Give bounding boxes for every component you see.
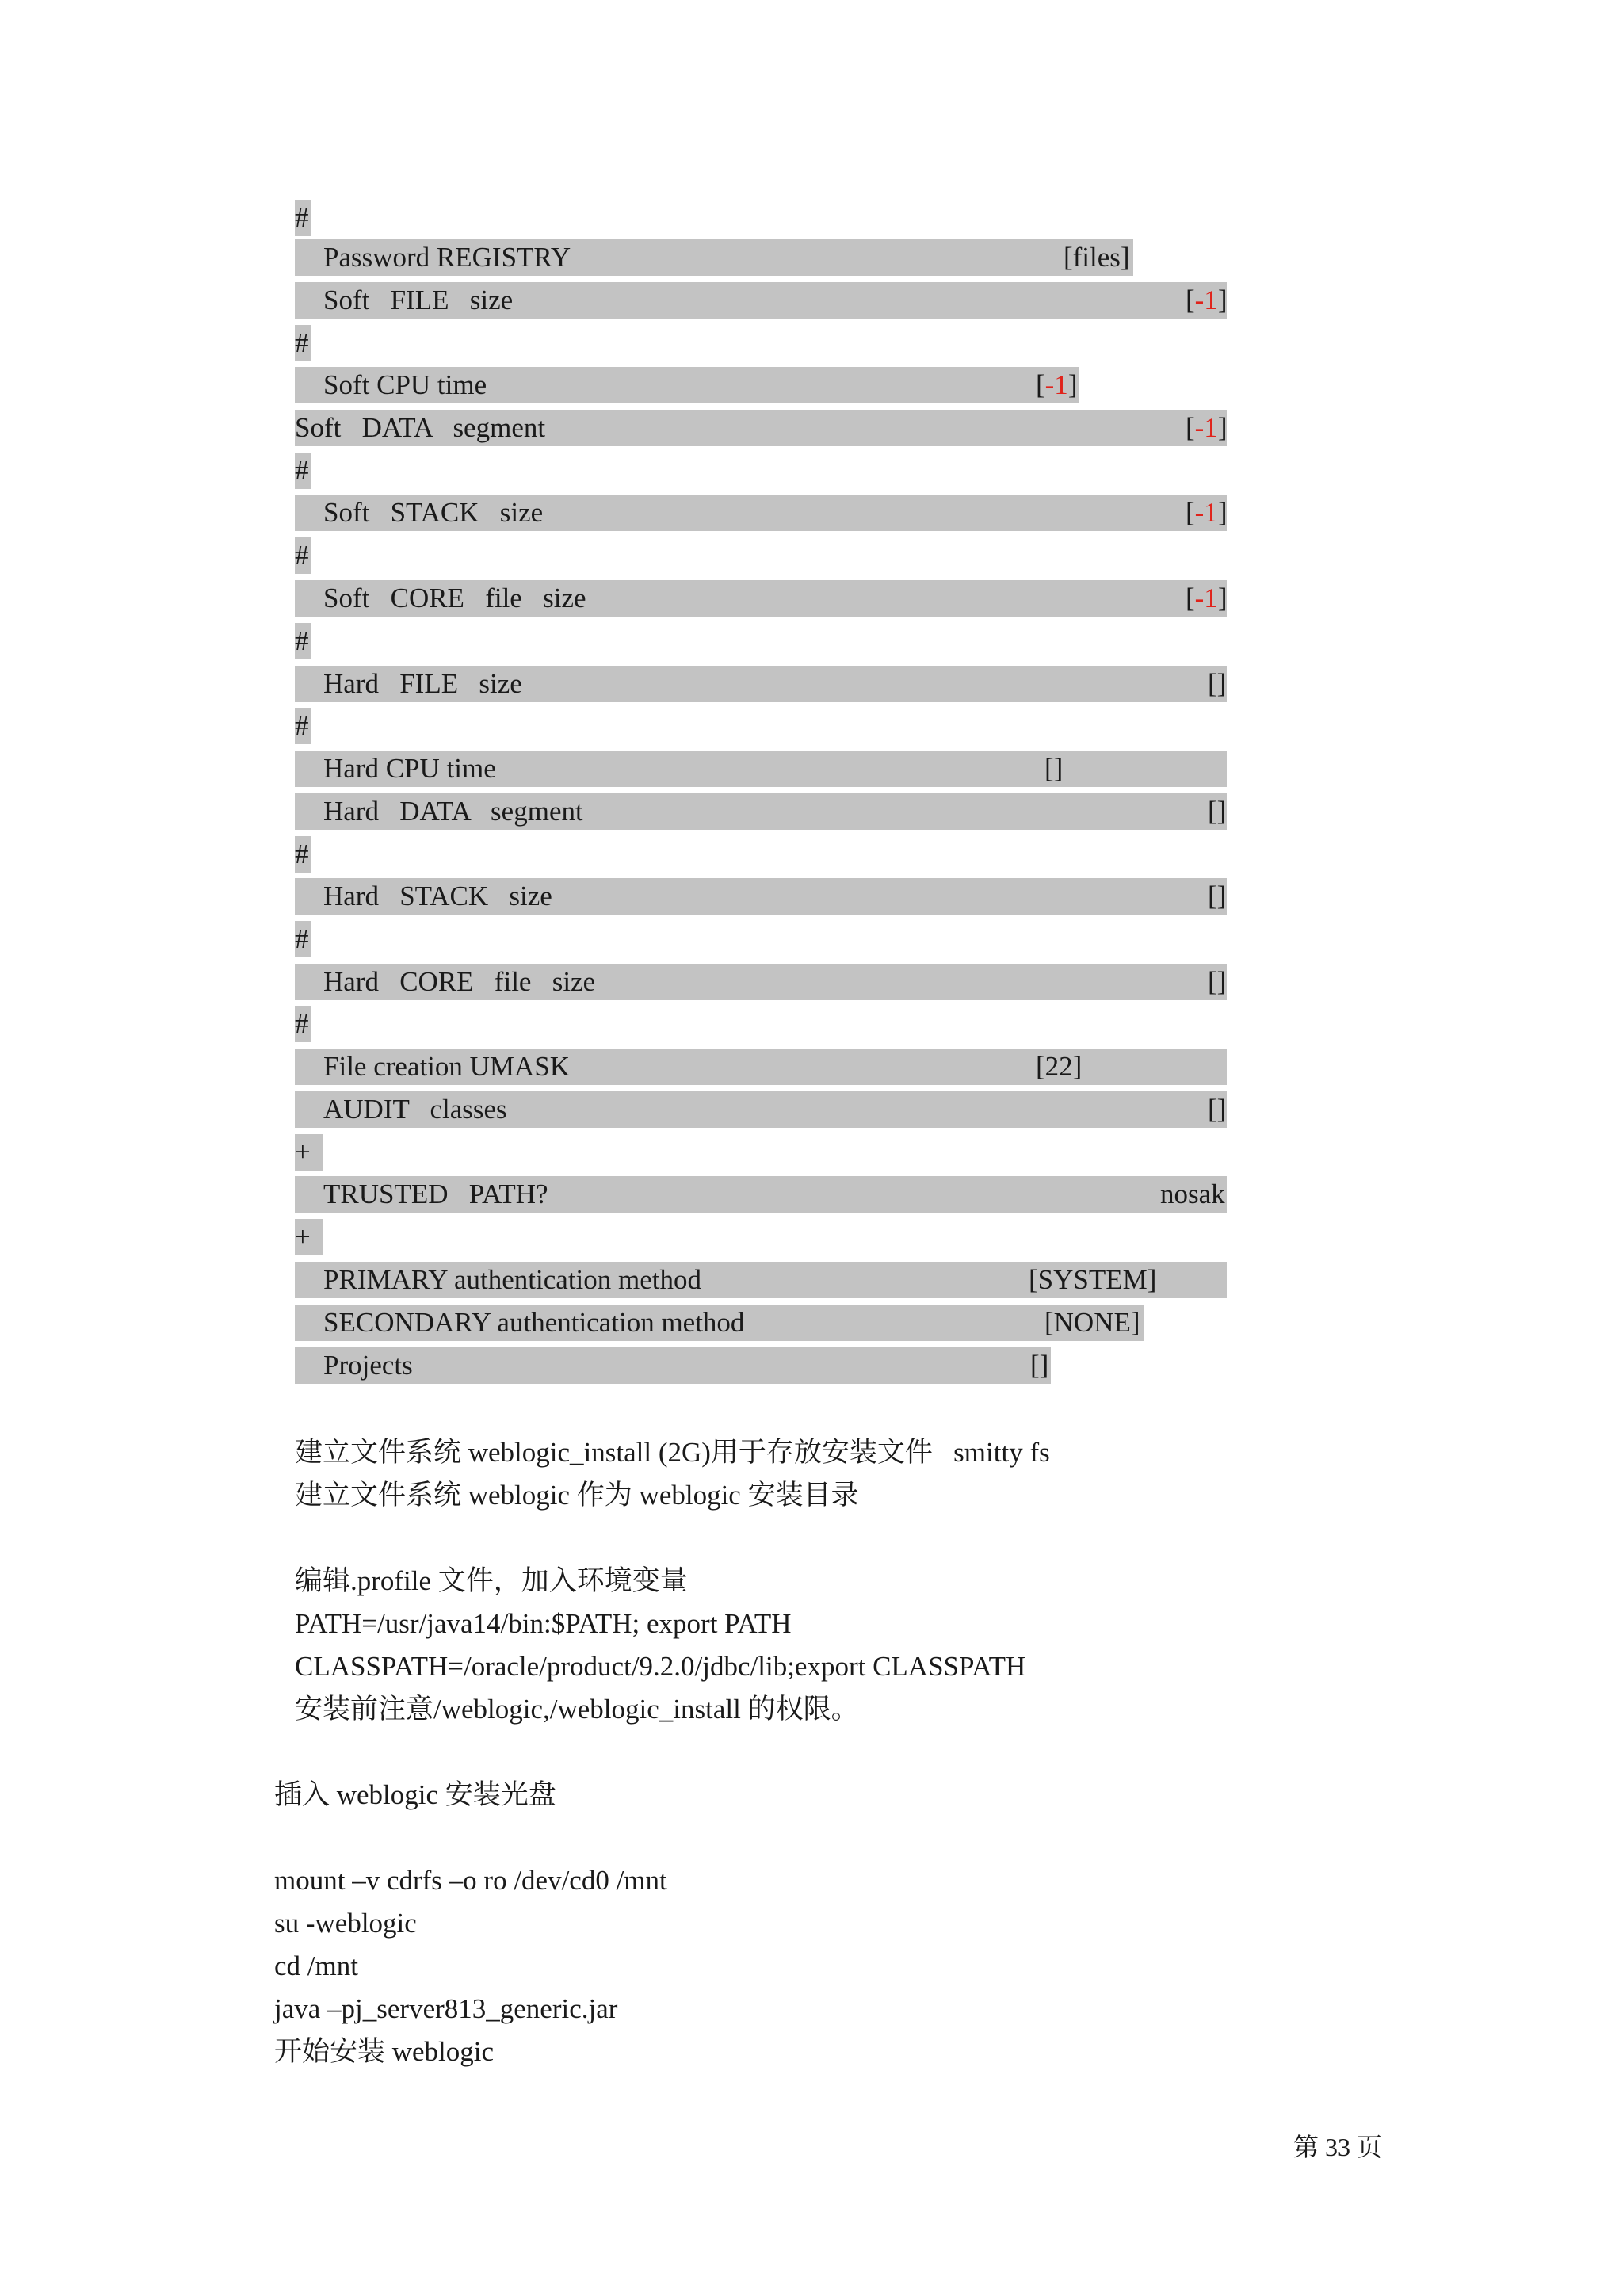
field-label: File creation UMASK <box>323 1051 571 1082</box>
text-fs-home: 建立文件系统 weblogic 作为 weblogic 安装目录 <box>295 1480 859 1511</box>
field-value: [] <box>1208 668 1227 699</box>
smit-field-row <box>295 410 1228 446</box>
field-label: SECONDARY authentication method <box>323 1307 745 1338</box>
row-prefix: # <box>295 202 309 233</box>
field-value: [SYSTEM] <box>1029 1264 1157 1295</box>
smit-field-row <box>295 1305 1140 1341</box>
smit-field-row <box>295 367 1078 403</box>
field-value: [] <box>1208 1094 1227 1125</box>
field-value: [NONE] <box>1044 1307 1140 1338</box>
smit-field-row <box>295 666 1227 702</box>
red-value: -1 <box>1194 412 1218 443</box>
text-insert-disc: 插入 weblogic 安装光盘 <box>274 1779 556 1810</box>
smit-field-row <box>295 495 1228 531</box>
field-label: Hard FILE size <box>323 668 522 699</box>
field-label: Password REGISTRY <box>323 242 571 273</box>
smit-field-row <box>295 1347 1049 1384</box>
field-value: [-1] <box>1186 285 1228 315</box>
field-value: [-1] <box>1186 497 1228 528</box>
text-cmd-cd: cd /mnt <box>274 1950 358 1981</box>
text-fs-install: 建立文件系统 weblogic_install (2G)用于存放安装文件 smitty fs <box>295 1437 1050 1468</box>
text-edit-profile: 编辑.profile 文件，加入环境变量 <box>295 1565 688 1596</box>
text-path-export: PATH=/usr/java14/bin:$PATH; export PATH <box>295 1608 792 1639</box>
field-label: PRIMARY authentication method <box>323 1264 701 1295</box>
smit-field-row <box>295 282 1228 319</box>
row-prefix: # <box>295 1008 309 1039</box>
field-value: [] <box>1208 966 1227 997</box>
smit-field-row <box>295 1091 1227 1128</box>
smit-field-row <box>295 239 1130 276</box>
field-label: Hard CPU time <box>323 753 496 784</box>
field-label: Soft STACK size <box>323 497 544 528</box>
field-label: Hard CORE file size <box>323 966 596 997</box>
field-value: [files] <box>1064 242 1130 273</box>
field-label: TRUSTED PATH? <box>323 1179 548 1209</box>
smit-field-row <box>295 1262 1157 1298</box>
smit-prefix-row <box>295 921 311 957</box>
text-permission-note: 安装前注意/weblogic,/weblogic_install 的权限。 <box>295 1694 859 1725</box>
smit-field-row <box>295 1176 1225 1213</box>
smit-field-row <box>295 1049 1083 1085</box>
smit-prefix-row <box>295 200 311 236</box>
field-value: [] <box>1044 753 1064 784</box>
field-value: [] <box>1208 796 1227 827</box>
row-prefix: # <box>295 327 309 358</box>
smit-field-row <box>295 878 1227 915</box>
field-label: AUDIT classes <box>323 1094 507 1125</box>
field-label: Soft CORE file size <box>323 583 586 613</box>
page-number: 第 33 页 <box>1293 2133 1383 2161</box>
row-prefix: # <box>295 540 309 571</box>
smit-prefix-row <box>295 1219 323 1255</box>
row-prefix: + <box>295 1221 311 1252</box>
field-label: Hard STACK size <box>323 881 552 911</box>
smit-prefix-row <box>295 708 311 744</box>
text-start-install: 开始安装 weblogic <box>274 2036 495 2067</box>
smit-prefix-row <box>295 325 311 361</box>
field-value: [-1] <box>1186 583 1228 613</box>
smit-prefix-row <box>295 537 311 574</box>
row-prefix: # <box>295 710 309 741</box>
smit-prefix-row <box>295 623 311 659</box>
field-label: Hard DATA segment <box>323 796 583 827</box>
smit-field-row <box>295 793 1227 830</box>
row-prefix: # <box>295 839 309 869</box>
field-value: nosak <box>1160 1179 1225 1209</box>
text-cmd-java: java –pj_server813_generic.jar <box>274 1993 618 2024</box>
row-prefix: # <box>295 923 309 954</box>
field-label: Soft DATA segment <box>295 412 546 443</box>
red-value: -1 <box>1194 583 1218 613</box>
row-prefix: + <box>295 1137 311 1167</box>
field-label: Projects <box>323 1350 413 1381</box>
smit-field-row <box>295 751 1064 787</box>
field-label: Soft CPU time <box>323 369 487 400</box>
smit-field-row <box>295 580 1228 617</box>
red-value: -1 <box>1044 369 1068 400</box>
red-value: -1 <box>1194 285 1218 315</box>
field-value: [] <box>1030 1350 1049 1381</box>
field-value: [-1] <box>1186 412 1228 443</box>
text-classpath-export: CLASSPATH=/oracle/product/9.2.0/jdbc/lib;export CLASSPATH <box>295 1651 1026 1682</box>
field-value: [] <box>1208 881 1227 911</box>
red-value: -1 <box>1194 497 1218 528</box>
smit-prefix-row <box>295 836 311 873</box>
smit-prefix-row <box>295 1134 323 1171</box>
smit-prefix-row <box>295 1006 311 1042</box>
text-cmd-mount: mount –v cdrfs –o ro /dev/cd0 /mnt <box>274 1865 667 1896</box>
text-cmd-su: su -weblogic <box>274 1908 417 1939</box>
smit-prefix-row <box>295 453 311 489</box>
row-prefix: # <box>295 455 309 486</box>
field-value: [-1] <box>1036 369 1078 400</box>
smit-field-row <box>295 964 1227 1000</box>
field-label: Soft FILE size <box>323 285 514 315</box>
field-value: [22] <box>1036 1051 1083 1082</box>
row-prefix: # <box>295 625 309 656</box>
